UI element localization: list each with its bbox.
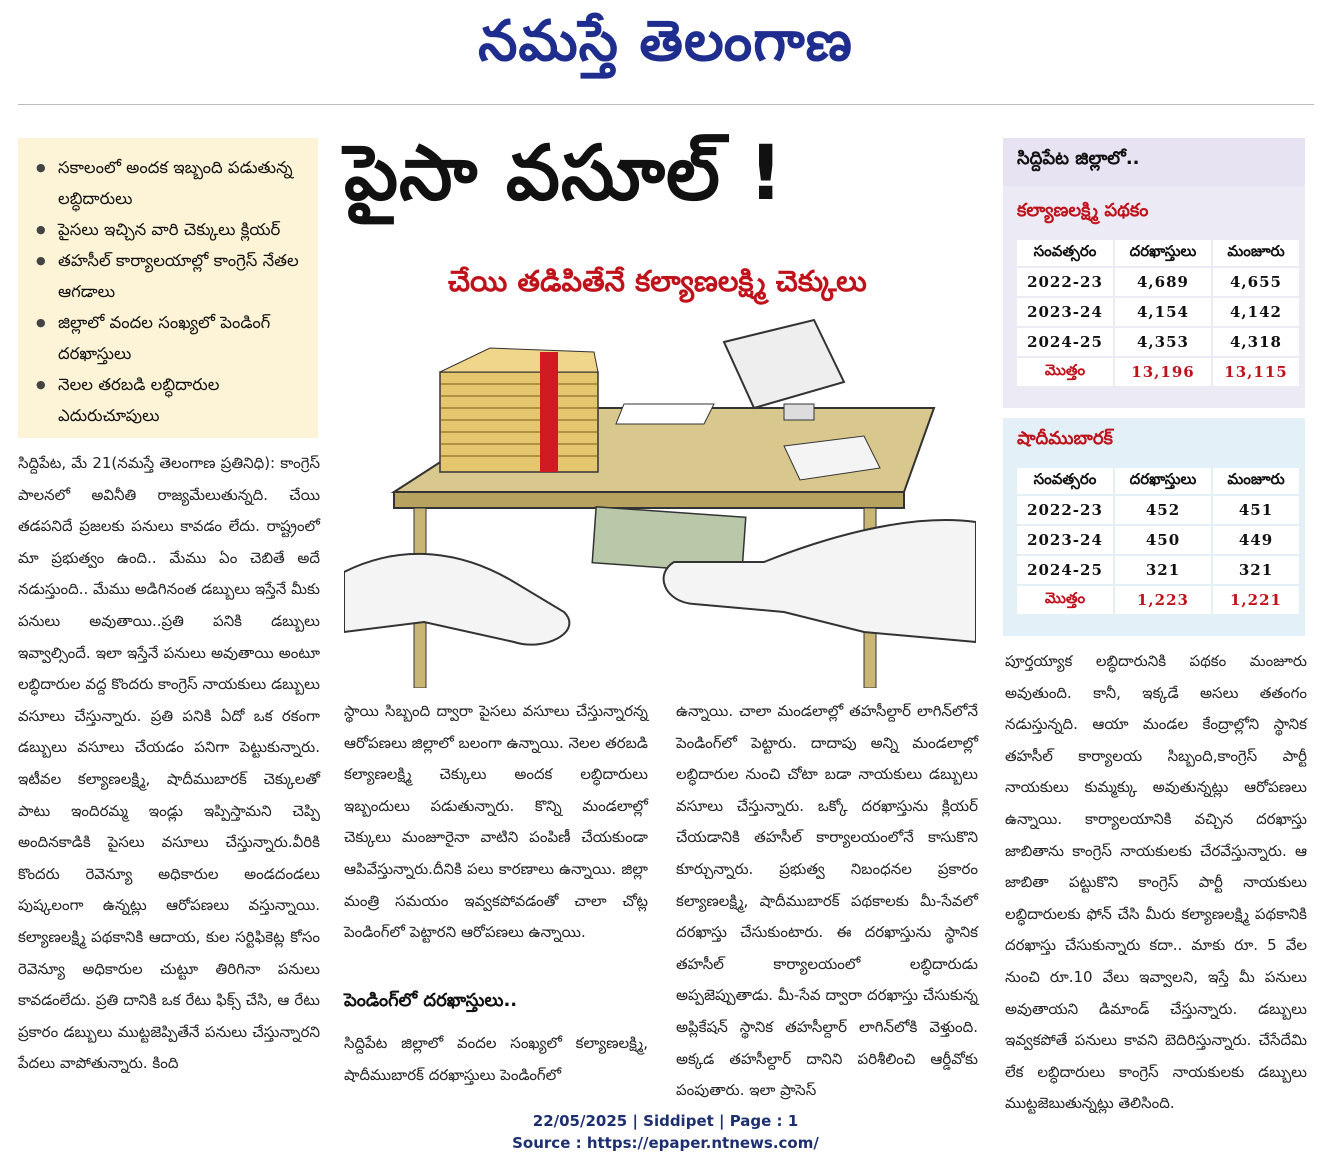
table-row (1017, 298, 1299, 326)
subheadline: చేయి తడిపితేనే కల్యాణలక్ష్మి చెక్కులు (448, 264, 867, 298)
highlight-item: ● తహసీల్ కార్యాలయాల్లో కాంగ్రెస్ నేతల ఆగడాలు (32, 245, 310, 307)
col-header: సంవత్సరం (1017, 468, 1113, 494)
applications-cell: 4,353 (1115, 328, 1211, 356)
kalyanalakshmi-table (1015, 238, 1301, 388)
highlights-box (18, 138, 318, 438)
applications-cell: 452 (1115, 496, 1211, 524)
article-column-1: సిద్దిపేట, మే 21(నమస్తే తెలంగాణ ప్రతినిధి): కాంగ్రెస్ పాలనలో అవినీతి రాజ్యమేలుతున్నది. చేయి తడపనిదే ప్రజలకు పనులు కావడం లేదు. రాష్ట్రంలో మా ప్రభుత్వం ఉంది.. మేము ఏం చెబితే అదే నడుస్తుంది.. మేము అడిగినంత డబ్బులు ఇస్తేనే మీకు పనులు అవుతాయి..ప్రతి పనికి డబ్బులు ఇవ్వాల్సిందే. ఇలా ఇస్తేనే పనులు అవుతాయి అంటూ లబ్ధిదారుల వద్ద కొందరు కాంగ్రెస్ నాయకులు డబ్బులు వసూలు చేస్తున్నారు. ప్రతి పనికి ఏదో ఒక రకంగా డబ్బులు వసూలు చేయడం పనిగా పెట్టుకున్నారు. ఇటీవల కల్యాణలక్ష్మి, షాదీముబారక్ చెక్కులతో పాటు ఇందిరమ్మ ఇండ్లు ఇప్పిస్తామని చెప్పి అందినకాడికి పైసలు వసూలు చేస్తున్నారు.వీరికి కొందరు రెవెన్యూ అధికారుల అండదండలు పుష్కలంగా ఉన్నట్లు ఆరోపణలు వస్తున్నాయి. కల్యాణలక్ష్మి పథకానికి ఆదాయ, కుల సర్టిఫికెట్ల కోసం రెవెన్యూ అధికారుల చుట్టూ తిరిగినా పనులు కావడంలేదు. ప్రతి దానికి ఒక రేటు ఫిక్స్ చేసి, ఆ రేటు ప్రకారం డబ్బులు ముట్టజెప్పితేనే పనులు చేస్తున్నారని పేదలు వాపోతున్నారు. కింది (18, 454, 320, 1073)
sanctioned-cell: 321 (1213, 556, 1299, 584)
col-header: దరఖాస్తులు (1115, 468, 1211, 494)
article-column-2: స్థాయి సిబ్బంది ద్వారా పైసలు వసూలు చేస్తున్నారన్న ఆరోపణలు జిల్లాలో బలంగా ఉన్నాయి. నెలల తరబడి కల్యాణలక్ష్మి చెక్కులు అందక లబ్ధిదారులు ఇబ్బందులు పడుతున్నారు. కొన్ని మండలాల్లో చెక్కులు మంజూరైనా వాటిని పంపిణీ చేయకుండా ఆపివేస్తున్నారు.దీనికి పలు కారణాలు ఉన్నాయి. జిల్లా మంత్రి సమయం ఇవ్వకపోవడంతో చాలా చోట్ల పెండింగ్‌లో పెట్టారని ఆరోపణలు ఉన్నాయి. (344, 702, 648, 942)
year-cell: 2024-25 (1017, 556, 1113, 584)
col-header: దరఖాస్తులు (1115, 240, 1211, 266)
section-subheading: పెండింగ్‌లో దరఖాస్తులు.. (344, 990, 518, 1011)
sanctioned-cell: 4,318 (1213, 328, 1299, 356)
highlight-item: ● జిల్లాలో వందల సంఖ్యలో పెండింగ్ దరఖాస్తులు (32, 307, 310, 369)
kalyanalakshmi-table-box (1003, 186, 1305, 408)
applications-cell: 4,154 (1115, 298, 1211, 326)
total-sanctioned: 1,221 (1213, 586, 1299, 614)
total-sanctioned: 13,115 (1213, 358, 1299, 386)
sanctioned-cell: 451 (1213, 496, 1299, 524)
total-applications: 13,196 (1115, 358, 1211, 386)
year-cell: 2022-23 (1017, 496, 1113, 524)
col-header: మంజూరు (1213, 240, 1299, 266)
total-applications: 1,223 (1115, 586, 1211, 614)
table-total-row (1017, 586, 1299, 614)
table-row (1017, 526, 1299, 554)
table-row (1017, 556, 1299, 584)
sanctioned-cell: 4,142 (1213, 298, 1299, 326)
sidebar-title: సిద్దిపేట జిల్లాలో.. (1017, 148, 1140, 169)
total-label: మొత్తం (1017, 358, 1113, 386)
year-cell: 2024-25 (1017, 328, 1113, 356)
year-cell: 2023-24 (1017, 526, 1113, 554)
shadimubarak-table (1015, 466, 1301, 616)
article-column-3: ఉన్నాయి. చాలా మండలాల్లో తహసీల్దార్ లాగిన్‌లోనే పెండింగ్‌లో పెట్టారు. దాదాపు అన్ని మండలాల్లో లబ్ధిదారుల నుంచి చోటా బడా నాయకులు డబ్బులు వసూలు చేస్తున్నారు. ఒక్కో దరఖాస్తును క్లియర్ చేయడానికి తహసీల్ కార్యాలయంలోనే కాసుకొని కూర్చున్నారు. ప్రభుత్వ నిబంధనల ప్రకారం కల్యాణలక్ష్మి, షాదీముబారక్ పథకాలకు మీ-సేవలో దరఖాస్తు చేసుకుంటారు. ఈ దరఖాస్తును స్థానిక తహసీల్ కార్యాలయంలో లబ్ధిదారుడు అప్పజెప్పుతాడు. మీ-సేవ ద్వారా దరఖాస్తు చేసుకున్న అప్లికేషన్ స్థానిక తహసీల్దార్ లాగిన్‌లోకి వెళ్తుంది. అక్కడ తహసీల్దార్ దానిని పరిశీలించి ఆర్డీవోకు పంపుతారు. ఇలా ప్రాసెస్ (676, 702, 978, 1100)
footer-edition-info: 22/05/2025 | Siddipet | Page : 1 (532, 1112, 799, 1130)
applications-cell: 4,689 (1115, 268, 1211, 296)
col-header: సంవత్సరం (1017, 240, 1113, 266)
year-cell: 2022-23 (1017, 268, 1113, 296)
table-row (1017, 268, 1299, 296)
applications-cell: 321 (1115, 556, 1211, 584)
highlight-item: ● నెలల తరబడి లబ్ధిదారుల ఎదురుచూపులు (32, 369, 310, 431)
highlight-item: ● సకాలంలో అందక ఇబ్బంది పడుతున్న లబ్ధిదారులు (32, 152, 310, 214)
sanctioned-cell: 4,655 (1213, 268, 1299, 296)
footer-source-link[interactable]: Source : https://epaper.ntnews.com/ (512, 1134, 819, 1152)
sidebar-title-box (1003, 138, 1305, 186)
highlight-item: ● పైసలు ఇచ్చిన వారి చెక్కులు క్లియర్ (32, 214, 310, 245)
sanctioned-cell: 449 (1213, 526, 1299, 554)
masthead-divider (18, 104, 1314, 105)
shadimubarak-table-box (1003, 418, 1305, 636)
kalyanalakshmi-title: కల్యాణలక్ష్మి పథకం (1017, 200, 1149, 221)
col-header: మంజూరు (1213, 468, 1299, 494)
year-cell: 2023-24 (1017, 298, 1113, 326)
masthead-logo: నమస్తే తెలంగాణ (478, 8, 853, 74)
applications-cell: 450 (1115, 526, 1211, 554)
table-total-row (1017, 358, 1299, 386)
article-column-2-continued: సిద్దిపేట జిల్లాలో వందల సంఖ్యలో కల్యాణలక్ష్మి, షాదీముబారక్ దరఖాస్తులు పెండింగ్‌లో (344, 1034, 648, 1084)
table-row (1017, 496, 1299, 524)
shadimubarak-title: షాదీముబారక్ (1017, 428, 1113, 449)
table-row (1017, 328, 1299, 356)
headline: పైసా వసూల్ ! (344, 128, 785, 217)
bribe-illustration (344, 312, 976, 688)
total-label: మొత్తం (1017, 586, 1113, 614)
article-column-4: పూర్తయ్యాక లబ్ధిదారునికి పథకం మంజూరు అవుతుంది. కానీ, ఇక్కడే అసలు తతంగం నడుస్తున్నది. ఆయా మండల కేంద్రాల్లోని స్థానిక తహసీల్ కార్యాలయ సిబ్బంది,కాంగ్రెస్ పార్టీ నాయకులు కుమ్మక్కు అవుతున్నట్లు ఆరోపణలు ఉన్నాయి. కార్యాలయానికి వచ్చిన దరఖాస్తు జాబితాను కాంగ్రెస్ నాయకులకు చేరవేస్తున్నారు. ఆ జాబితా పట్టుకొని కాంగ్రెస్ పార్టీ నాయకులు లబ్ధిదారులకు ఫోన్ చేసి మీరు కల్యాణలక్ష్మి పథకానికి దరఖాస్తు చేసుకున్నారు కదా.. మాకు రూ. 5 వేల నుంచి రూ.10 వేలు ఇవ్వాలని, ఇస్తే మీ పనులు అవుతాయని డిమాండ్ చేస్తున్నారు. డబ్బులు ఇవ్వకపోతే పనులు కావని బెదిరిస్తున్నారు. చేసేదేమి లేక లబ్ధిదారులు కాంగ్రెస్ నాయకులకు డబ్బులు ముట్టజెబుతున్నట్లు తెలిసింది. (1005, 652, 1307, 1113)
